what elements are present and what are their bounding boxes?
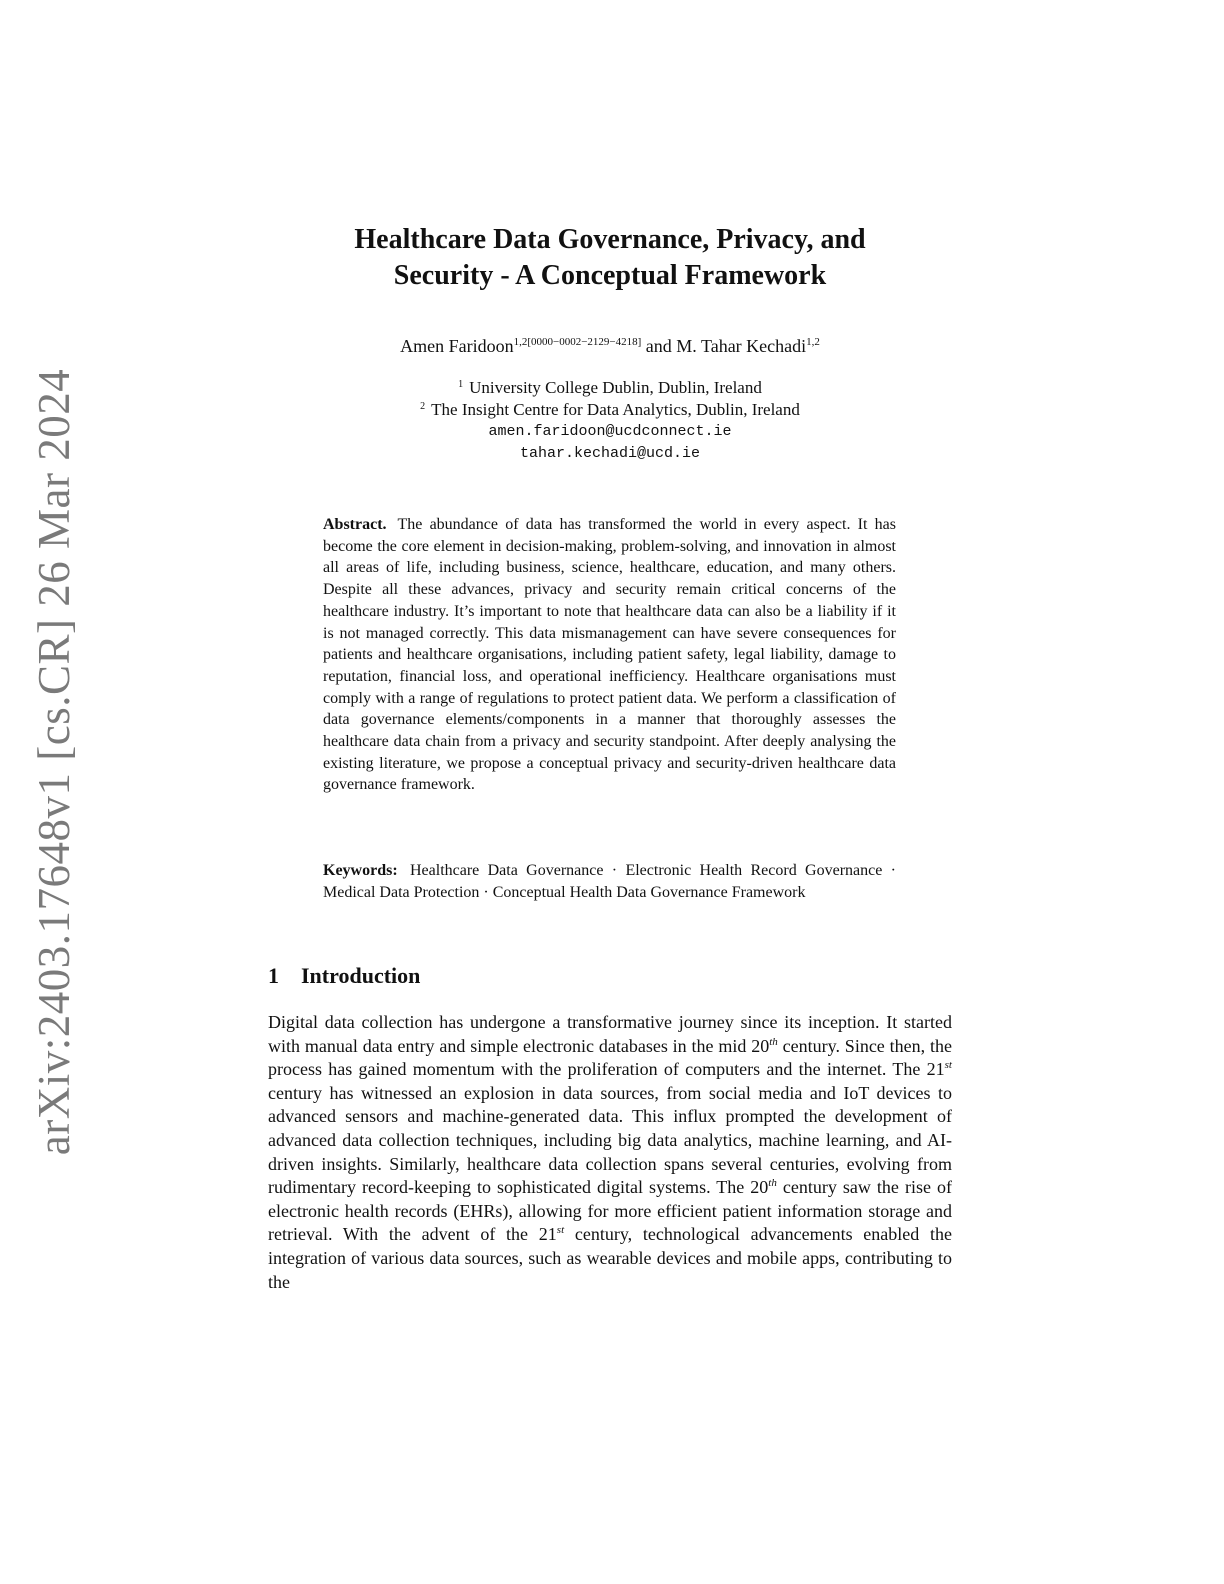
intro-text-5: century, technological advancements enabled the integration of various data sources, such as wearable devices and mobile apps, contributing to the	[268, 1224, 953, 1292]
intro-superscript-3: th	[768, 1177, 777, 1190]
title-line-2: Security - A Conceptual Framework	[393, 260, 827, 291]
affiliation-1	[268, 377, 952, 399]
affiliation-2	[268, 399, 952, 421]
affiliations	[268, 377, 952, 465]
section-title: Introduction	[301, 963, 421, 988]
intro-text-1: Digital data collection has undergone a transformative journey since its inception. It started with manual data entry and simple electronic databases in the mid 20	[268, 1012, 952, 1056]
email-2: tahar.kechadi@ucd.ie	[519, 445, 701, 462]
section-number: 1	[268, 963, 279, 988]
keywords-label: Keywords:	[323, 862, 398, 879]
introduction-paragraph	[268, 1011, 952, 1294]
intro-superscript-4: st	[556, 1224, 565, 1237]
author-2-name: M. Tahar Kechadi	[676, 336, 807, 356]
intro-superscript-2: st	[944, 1059, 952, 1072]
intro-superscript-1: th	[769, 1035, 778, 1048]
abstract-text: The abundance of data has transformed the world in every aspect. It has become the core element in decision-making, problem-solving, and innovation in almost all areas of life, including business, science, healthcare, education, and many others. Despite all these advances, privacy and security remain critical concerns of the healthcare industry. It’s important to note that healthcare data can also be a liability if it is not managed correctly. This data mismanagement can have severe consequences for patients and healthcare organisations, including patient safety, legal liability, damage to reputation, financial loss, and operational inefficiency. Healthcare organisations must comply with a range of regulations to protect patient data. We perform a classification of data governance elements/components in a manner that thoroughly assesses the healthcare data chain from a privacy and security standpoint. After deeply analysing the existing literature, we propose a conceptual privacy and security-driven healthcare data governance framework.	[323, 516, 896, 794]
author-1-affil-orcid: 1,2[0000−0002−2129−4218]	[513, 336, 642, 348]
paper-title	[268, 222, 952, 294]
intro-text-3: century has witnessed an explosion in data sources, from social media and IoT devices to advanced sensors and machine-generated data. This influx prompted the development of advanced data collection techniques, including big data analytics, machine learning, and AI-driven insights. Similarly, healthcare data collection spans several centuries, evolving from rudimentary record-keeping to sophisticated digital systems. The 20	[268, 1082, 952, 1198]
intro-text-4: century saw the rise of electronic health records (EHRs), allowing for more efficient patient information storage and retrieval. With the advent of the 21	[268, 1177, 952, 1245]
email-1: amen.faridoon@ucdconnect.ie	[488, 423, 732, 440]
keywords-text: Healthcare Data Governance · Electronic Health Record Governance · Medical Data Protection · Conceptual Health Data Governance Framework	[323, 862, 897, 901]
author-1-name: Amen Faridoon	[400, 336, 514, 356]
arxiv-id-label: arXiv:2403.17648v1 [cs.CR] 26 Mar 2024	[29, 368, 80, 1156]
author-2-affil: 1,2	[806, 336, 820, 348]
abstract	[323, 514, 896, 796]
abstract-label: Abstract.	[323, 516, 387, 533]
affiliation-2-text: The Insight Centre for Data Analytics, Dublin, Ireland	[431, 400, 800, 419]
arxiv-watermark	[29, 368, 80, 1156]
title-line-1: Healthcare Data Governance, Privacy, and	[354, 224, 866, 255]
affiliation-2-mark: 2	[420, 401, 426, 412]
affiliation-1-text: University College Dublin, Dublin, Ireland	[469, 378, 762, 397]
keywords	[323, 860, 896, 903]
author-joiner: and	[641, 336, 677, 356]
affiliation-1-mark: 1	[458, 379, 464, 390]
author-list	[268, 334, 952, 358]
section-heading-introduction	[268, 962, 420, 990]
intro-text-2: century. Since then, the process has gained momentum with the proliferation of computers and the internet. The 21	[268, 1035, 952, 1080]
